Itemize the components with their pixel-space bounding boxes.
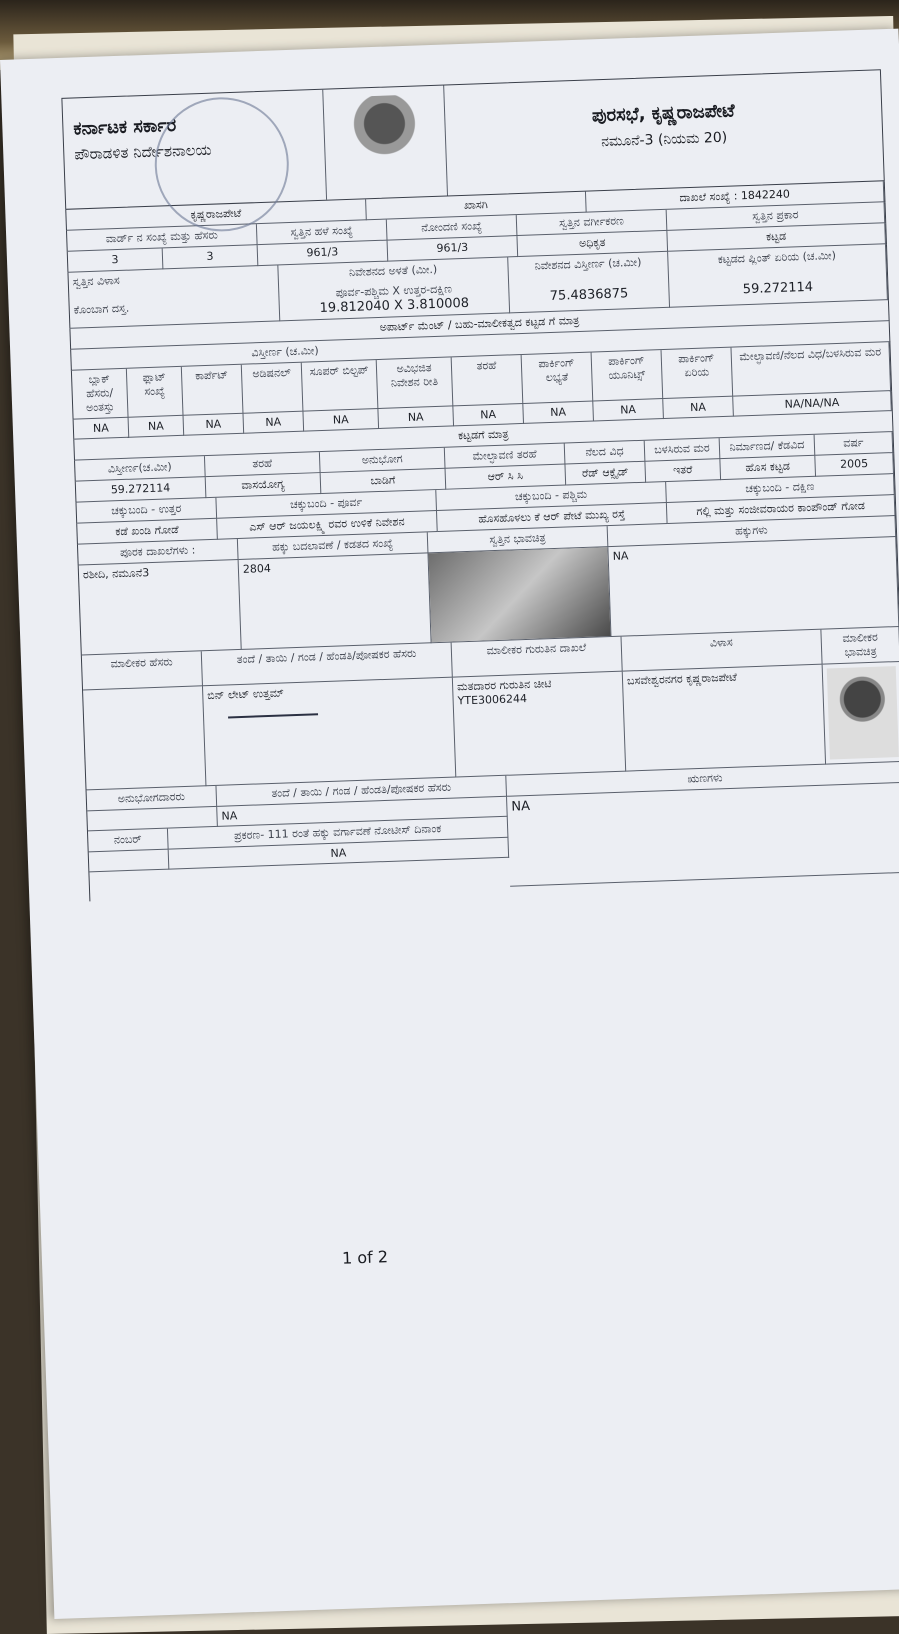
owner-parent-col (203, 678, 456, 787)
site-address-col (68, 265, 280, 328)
apt-superbuilt-header: ಸೂಪರ್ ಬಿಲ್ಟಪ್ (302, 360, 379, 412)
bld-usage: ಬಾಡಿಗೆ (321, 469, 447, 494)
apt-parking-units-header: ಪಾರ್ಕಿಂಗ್ ಯೂನಿಟ್ಸ್ (592, 350, 664, 401)
number-value (89, 850, 170, 873)
property-type: ಖಾಸಗಿ (366, 192, 587, 221)
apt-value: NA (303, 409, 379, 432)
page-number: 1 of 2 (341, 1247, 389, 1268)
apt-value: NA (129, 416, 185, 438)
bld-construction-header: ನಿರ್ಮಾಣದ/ ಕೆಡವಿದ (720, 435, 816, 459)
apt-block-header: ಬ್ಲಾಕ್ ಹೆಸರು/ ಅಂತಸ್ತು (72, 369, 129, 420)
notice-header: ಪ್ರಕರಣ- 111 ರಂತೆ ಹಕ್ಕು ವರ್ಗಾವಣೆ ನೋಟೀಸ್ ದಿನಾಂಕ (168, 817, 509, 850)
property-photo (428, 547, 611, 643)
building-title: ಕಟ್ಟಡಗೆ ಮಾತ್ರ (73, 411, 893, 461)
plinth-value: 59.272114 (742, 279, 814, 298)
municipality-title: ಪುರಸಭೆ, ಕೃಷ್ಣರಾಜಪೇಟೆ (591, 100, 735, 127)
prop-kind: ಕಟ್ಟಡ (667, 223, 886, 252)
boundary-east: ಎಸ್ ಆರ್ ಜಯಲಕ್ಷ್ಮಿ ರವರ ಉಳಿಕೆ ನಿವೇಶನ (217, 511, 438, 540)
apt-flat-header: ಫ್ಲಾಟ್ ಸಂಖ್ಯೆ (127, 367, 184, 418)
dimension-value: 19.812040 X 3.810008 (319, 295, 470, 316)
site-dimension-col (278, 257, 510, 321)
bld-roof: ಆರ್ ಸಿ ಸಿ (446, 465, 567, 490)
apartment-area-header: ವಿಸ್ತೀರ್ಣ (ಚ.ಮೀ) (70, 321, 890, 371)
signature-mark (228, 713, 318, 718)
site-area-col (508, 252, 670, 314)
apt-value: NA (453, 404, 524, 426)
boundary-north-header: ಚಕ್ಕುಬಂದಿ - ಉತ್ತರ (76, 498, 217, 524)
apt-type-header: ತರಹೆ (452, 355, 524, 406)
apt-roof-header: ಮೇಲ್ಛಾವಣಿ/ನೆಲದ ವಿಧ/ಬಳಸಿರುವ ಮರ (731, 342, 891, 396)
apt-value: NA (663, 397, 734, 419)
owner-id-type: ಮತದಾರರ ಗುರುತಿನ ಚೀಟಿ (456, 677, 552, 694)
bld-wood-header: ಬಳಸಿರುವ ಮರ (645, 438, 721, 462)
owner-name-header: ಮಾಲೀಕರ ಹೆಸರು (82, 651, 203, 690)
bld-year: 2005 (815, 453, 894, 477)
number-header: ನಂಬರ್ (88, 829, 169, 853)
bld-usage-header: ಅನುಭೋಗ (320, 448, 446, 473)
old-number-header: ಸ್ವತ್ತಿನ ಹಳೆ ಸಂಖ್ಯೆ (257, 220, 388, 246)
plinth-header: ಕಟ್ಟಡದ ಪ್ಲಿಂತ್ ಏರಿಯ (ಚ.ಮೀ) (717, 248, 837, 267)
bld-year-header: ವರ್ಷ (815, 432, 894, 456)
directorate-name: ಪೌರಾಡಳಿತ ನಿರ್ದೇಶನಾಲಯ (74, 140, 212, 164)
emblem-box (322, 86, 448, 200)
classification: ಅಧಿಕೃತ (517, 231, 668, 257)
apt-value: NA (378, 406, 454, 429)
office-name: ಕೃಷ್ಣರಾಜಪೇಟೆ (66, 199, 367, 230)
owner-id-header: ಮಾಲೀಕರ ಗುರುತಿನ ದಾಖಲೆ (452, 637, 623, 678)
apt-value: NA (243, 412, 304, 434)
notice-value: NA (169, 838, 509, 870)
apt-value: NA (74, 418, 130, 440)
docs-header: ಪೂರಕ ದಾಖಲೆಗಳು : (78, 539, 239, 566)
loans-value: NA (507, 783, 899, 887)
area-header: ನಿವೇಶನದ ವಿಸ್ತೀರ್ಣ (ಚ.ಮೀ) (534, 255, 642, 273)
owner-parent-header: ತಂದೆ / ತಾಯಿ / ಗಂಡ / ಹೆಂಡತಿ/ಪೋಷಕರ ಹೆಸರು (202, 643, 453, 687)
owner-photo (823, 662, 899, 765)
bld-area-header: ವಿಸ್ತೀರ್ಣ(ಚ.ಮೀ) (75, 456, 206, 482)
apt-additional-header: ಅಡಿಷನಲ್ (242, 363, 304, 414)
apt-value: NA/NA/NA (733, 391, 892, 417)
bld-roof-header: ಮೇಲ್ಛಾವಣಿ ತರಹೆ (445, 444, 566, 469)
owner-id-number: YTE3006244 (457, 692, 528, 708)
bld-type: ವಾಸಯೋಗ್ಯ (206, 473, 322, 498)
header-left (62, 90, 326, 209)
loans-header: ಋಣಗಳು (506, 762, 899, 797)
apartment-title: ಅಪಾರ್ಟ್ ಮೆಂಟ್ / ಬಹು-ಮಾಲೀಕತ್ವದ ಕಟ್ಟಡ ಗೆ ಮಾತ್ರ (69, 300, 889, 350)
prop-kind-header: ಸ್ವತ್ತಿನ ಪ್ರಕಾರ (667, 202, 886, 231)
classification-header: ಸ್ವತ್ತಿನ ವರ್ಗೀಕರಣ (517, 210, 668, 236)
address-header: ಸ್ವತ್ತಿನ ವಿಳಾಸ (72, 273, 120, 289)
form-number: ನಮೂನೆ-3 (ನಿಯಮ 20) (600, 129, 728, 151)
rights-header: ಹಕ್ಕುಗಳು (608, 516, 897, 547)
loans-col (506, 762, 899, 887)
apt-value: NA (184, 414, 245, 436)
occupier-header: ಅನುಭೋಗದಾರರು (87, 786, 218, 812)
boundary-north: ಕಡೆ ಖಂಡಿ ಗೋಡೆ (77, 519, 218, 545)
entry-number: ದಾಖಲೆ ಸಂಖ್ಯೆ : 1842240 (586, 181, 885, 212)
owner-name (83, 686, 206, 790)
document-page (0, 29, 899, 1619)
survey-header: ಕೊಂಬಾಗ ದಸ್ತ. (73, 301, 130, 317)
apt-value: NA (593, 399, 664, 421)
bld-floor: ರೆಡ್ ಆಕ್ಸೈಡ್ (565, 462, 646, 486)
occupier-parent-header: ತಂದೆ / ತಾಯಿ / ಗಂಡ / ಹೆಂಡತಿ/ಪೋಷಕರ ಹೆಸರು (216, 776, 507, 807)
property-form (61, 69, 899, 901)
change-header: ಹಕ್ಕು ಬದಲಾವಣೆ / ಕಡತದ ಸಂಖ್ಯೆ (238, 532, 429, 560)
bld-area: 59.272114 (76, 477, 207, 503)
change-value: 2804 (239, 553, 432, 650)
header-right (444, 70, 884, 195)
ward-no: 3 (68, 248, 164, 272)
owner-photo-header: ಮಾಲೀಕರ ಭಾವಚಿತ್ರ (821, 627, 899, 665)
house-photo (428, 547, 610, 642)
plinth-area-col (668, 244, 888, 308)
govt-name: ಕರ್ನಾಟಕ ಸರ್ಕಾರ (73, 114, 177, 140)
rights-value: NA (608, 537, 899, 637)
owner-id-col (453, 672, 626, 778)
apt-undivided-header: ಅವಿಭಜಿತ ನಿವೇಶನ ರೀತಿ (377, 357, 454, 409)
owner-address-header: ವಿಳಾಸ (622, 630, 823, 672)
state-emblem-icon (339, 94, 431, 167)
old-number: 961/3 (258, 241, 389, 267)
apt-value: NA (523, 402, 594, 424)
boundary-west: ಹೊಸಹೊಳಲು ಕೆ ಆರ್ ಪೇಟೆ ಮುಖ್ಯ ರಸ್ತೆ (437, 503, 668, 532)
owner-photo-image (827, 666, 899, 759)
boundary-south: ಗಲ್ಲಿ ಮತ್ತು ಸಂಜೀವರಾಯರ ಕಾಂಪೌಂಡ್ ಗೋಡ (667, 495, 896, 524)
area-value: 75.4836875 (549, 286, 629, 304)
apt-carpet-header: ಕಾರ್ಪೆಟ್ (182, 365, 244, 416)
boundary-south-header: ಚಕ್ಕುಬಂದಿ - ದಕ್ಷಿಣ (666, 474, 895, 503)
prop-photo-header: ಸ್ವತ್ತಿನ ಭಾವಚಿತ್ರ (428, 526, 609, 553)
owner-parent: ಬಿನ್ ಲೇಟ್ ಉತ್ತಮ್ (207, 686, 285, 703)
boundary-east-header: ಚಕ್ಕುಬಂದಿ - ಪೂರ್ವ (216, 490, 437, 519)
owner-address: ಬಸವೇಶ್ವರನಗರ ಕೃಷ್ಣರಾಜಪೇಟೆ (623, 665, 826, 772)
docs-value: ರಶೀದಿ, ನಮೂನೆ3 (79, 560, 242, 656)
reg-number-header: ನೋಂದಣಿ ಸಂಖ್ಯೆ (387, 215, 518, 241)
ward-header: ವಾರ್ಡ್ ನ ಸಂಖ್ಯೆ ಮತ್ತು ಹೆಸರು (67, 224, 258, 252)
bld-wood: ಇತರೆ (645, 459, 721, 483)
bld-type-header: ತರಹೆ (205, 452, 321, 477)
apt-parking-area-header: ಪಾರ್ಕಿಂಗ್ ಏರಿಯ (662, 348, 734, 399)
ward-name: 3 (163, 245, 259, 269)
reg-number: 961/3 (388, 236, 519, 262)
occupier-parent: NA (217, 797, 508, 827)
dimension-header: ನಿವೇಶನದ ಅಳತೆ (ಮೀ.) (348, 262, 438, 279)
boundary-west-header: ಚಕ್ಕುಬಂದಿ - ಪಶ್ಚಿಮ (436, 482, 667, 511)
dimension-subheader: ಪೂರ್ವ-ಪಶ್ಚಿಮ X ಉತ್ತರ-ದಕ್ಷಿಣ (335, 282, 453, 300)
bld-construction: ಹೊಸ ಕಟ್ಟಡ (720, 456, 816, 480)
occupier-left (87, 776, 511, 902)
bld-floor-header: ನೆಲದ ವಿಧ (565, 441, 646, 465)
apt-parking-avail-header: ಪಾರ್ಕಿಂಗ್ ಲಭ್ಯತೆ (522, 353, 594, 404)
